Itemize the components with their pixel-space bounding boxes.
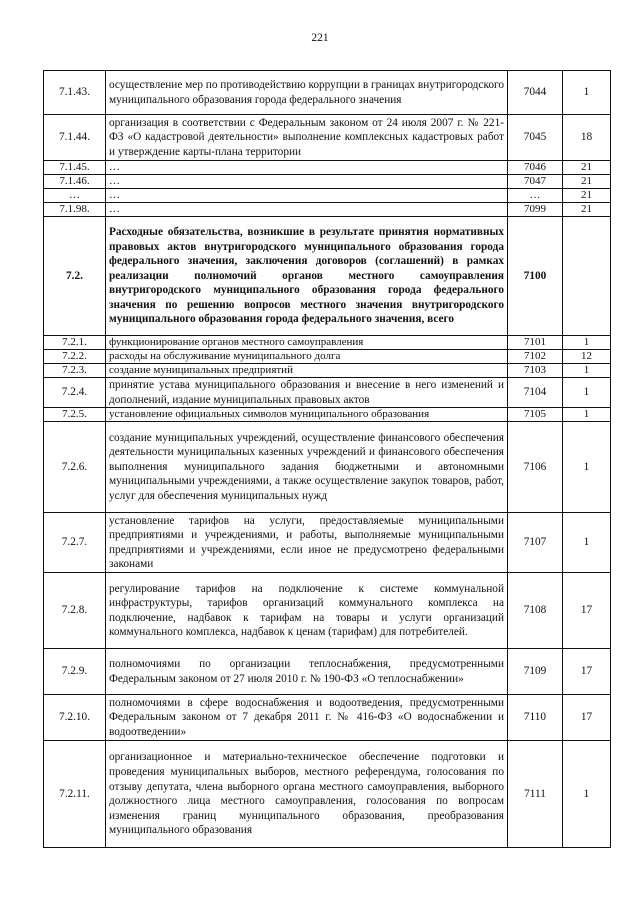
row-number-cell: …: [44, 189, 106, 203]
row-number-cell: 7.2.: [44, 217, 106, 336]
row-description-cell: …: [106, 161, 508, 175]
row-code-cell: 7104: [508, 378, 563, 408]
row-value-cell: 1: [563, 71, 611, 115]
row-code-cell: 7047: [508, 175, 563, 189]
row-value-cell: 21: [563, 175, 611, 189]
table-row: [44, 217, 611, 336]
table-row: [44, 115, 611, 161]
row-value-cell: 1: [563, 513, 611, 573]
table-row: [44, 336, 611, 350]
row-number-cell: 7.2.7.: [44, 513, 106, 573]
row-value-cell: 1: [563, 336, 611, 350]
row-value-cell: 1: [563, 741, 611, 848]
row-code-cell: 7046: [508, 161, 563, 175]
row-value-cell: 12: [563, 350, 611, 364]
row-description-cell: Расходные обязательства, возникшие в результате принятия нормативных правовых актов внутригородского муниципального образования города федерального значения, заключения договоров (соглашений) в рамках реализации полномочий органов местного самоуправления внутригородского муниципального образования города федерального значения по решению вопросов местного значения внутригородского муниципального образования города федерального значения, всего: [106, 217, 508, 336]
row-value-cell: 1: [563, 408, 611, 422]
table-row: [44, 189, 611, 203]
row-number-cell: 7.2.3.: [44, 364, 106, 378]
row-value-cell: 17: [563, 573, 611, 649]
row-code-cell: 7099: [508, 203, 563, 217]
row-number-cell: 7.2.4.: [44, 378, 106, 408]
row-description-cell: регулирование тарифов на подключение к системе коммунальной инфраструктуры, тарифов организаций коммунального комплекса на подключение, надбавок к тарифам на товары и услуги организаций коммунального комплекса, надбавок к ценам (тарифам) для потребителей.: [106, 573, 508, 649]
row-number-cell: 7.2.5.: [44, 408, 106, 422]
table-row: [44, 203, 611, 217]
row-value-cell: [563, 217, 611, 336]
table-row: [44, 649, 611, 695]
row-description-cell: установление официальных символов муниципального образования: [106, 408, 508, 422]
row-code-cell: 7101: [508, 336, 563, 350]
row-number-cell: 7.1.43.: [44, 71, 106, 115]
row-code-cell: 7105: [508, 408, 563, 422]
table-row: [44, 695, 611, 741]
row-description-cell: установление тарифов на услуги, предоставляемые муниципальными предприятиями и учреждениями, и работы, выполняемые муниципальными предприятиями и учреждениями, если иное не предусмотрено федеральными законами: [106, 513, 508, 573]
table-row: [44, 71, 611, 115]
row-number-cell: 7.2.2.: [44, 350, 106, 364]
row-description-cell: …: [106, 203, 508, 217]
row-value-cell: 1: [563, 422, 611, 513]
row-description-cell: функционирование органов местного самоуправления: [106, 336, 508, 350]
row-code-cell: 7109: [508, 649, 563, 695]
table-row: [44, 364, 611, 378]
row-number-cell: 7.1.46.: [44, 175, 106, 189]
table-row: [44, 513, 611, 573]
row-number-cell: 7.1.98.: [44, 203, 106, 217]
table-body: [44, 71, 611, 848]
obligations-table: [43, 70, 611, 848]
row-description-cell: принятие устава муниципального образования и внесение в него изменений и дополнений, издание муниципальных правовых актов: [106, 378, 508, 408]
table-row: [44, 175, 611, 189]
row-description-cell: полномочиями в сфере водоснабжения и водоотведения, предусмотренными Федеральным законом от 7 декабря 2011 г. № 416-ФЗ «О водоснабжении и водоотведении»: [106, 695, 508, 741]
row-value-cell: 21: [563, 203, 611, 217]
row-value-cell: 17: [563, 649, 611, 695]
row-description-cell: расходы на обслуживание муниципального долга: [106, 350, 508, 364]
table-row: [44, 350, 611, 364]
row-value-cell: 18: [563, 115, 611, 161]
row-description-cell: …: [106, 175, 508, 189]
row-description-cell: осуществление мер по противодействию коррупции в границах внутригородского муниципального образования города федерального значения: [106, 71, 508, 115]
row-code-cell: 7111: [508, 741, 563, 848]
table-row: [44, 378, 611, 408]
row-code-cell: 7108: [508, 573, 563, 649]
table-row: [44, 422, 611, 513]
row-description-cell: организация в соответствии с Федеральным законом от 24 июля 2007 г. № 221-ФЗ «О кадастровой деятельности» выполнение комплексных кадастровых работ и утверждение карты-плана территории: [106, 115, 508, 161]
row-number-cell: 7.2.11.: [44, 741, 106, 848]
row-value-cell: 1: [563, 364, 611, 378]
row-description-cell: создание муниципальных учреждений, осуществление финансового обеспечения деятельности муниципальных казенных учреждений и финансового обеспечения выполнения муниципального задания бюджетными и автономными муниципальными учреждениями, а также осуществление закупок товаров, работ, услуг для обеспечения муниципальных нужд: [106, 422, 508, 513]
row-code-cell: 7100: [508, 217, 563, 336]
row-value-cell: 17: [563, 695, 611, 741]
row-code-cell: 7044: [508, 71, 563, 115]
row-number-cell: 7.2.8.: [44, 573, 106, 649]
row-code-cell: 7102: [508, 350, 563, 364]
table-row: [44, 741, 611, 848]
row-number-cell: 7.2.6.: [44, 422, 106, 513]
row-value-cell: 21: [563, 161, 611, 175]
row-code-cell: 7110: [508, 695, 563, 741]
row-description-cell: создание муниципальных предприятий: [106, 364, 508, 378]
row-code-cell: 7107: [508, 513, 563, 573]
row-code-cell: 7106: [508, 422, 563, 513]
row-code-cell: 7103: [508, 364, 563, 378]
row-number-cell: 7.2.10.: [44, 695, 106, 741]
row-description-cell: организационное и материально-техническое обеспечение подготовки и проведения муниципальных выборов, местного референдума, голосования по отзыву депутата, члена выборного органа местного самоуправления, выборного должностного лица местного самоуправления, голосования по вопросам изменения границ муниципального образования, преобразования муниципального образования: [106, 741, 508, 848]
table-row: [44, 573, 611, 649]
row-number-cell: 7.2.9.: [44, 649, 106, 695]
row-description-cell: …: [106, 189, 508, 203]
row-code-cell: 7045: [508, 115, 563, 161]
table-row: [44, 161, 611, 175]
row-value-cell: 1: [563, 378, 611, 408]
row-description-cell: полномочиями по организации теплоснабжения, предусмотренными Федеральным законом от 27 июля 2010 г. № 190-ФЗ «О теплоснабжении»: [106, 649, 508, 695]
page-number: 221: [311, 32, 329, 44]
row-code-cell: …: [508, 189, 563, 203]
row-number-cell: 7.2.1.: [44, 336, 106, 350]
row-number-cell: 7.1.44.: [44, 115, 106, 161]
table-row: [44, 408, 611, 422]
row-number-cell: 7.1.45.: [44, 161, 106, 175]
row-value-cell: 21: [563, 189, 611, 203]
